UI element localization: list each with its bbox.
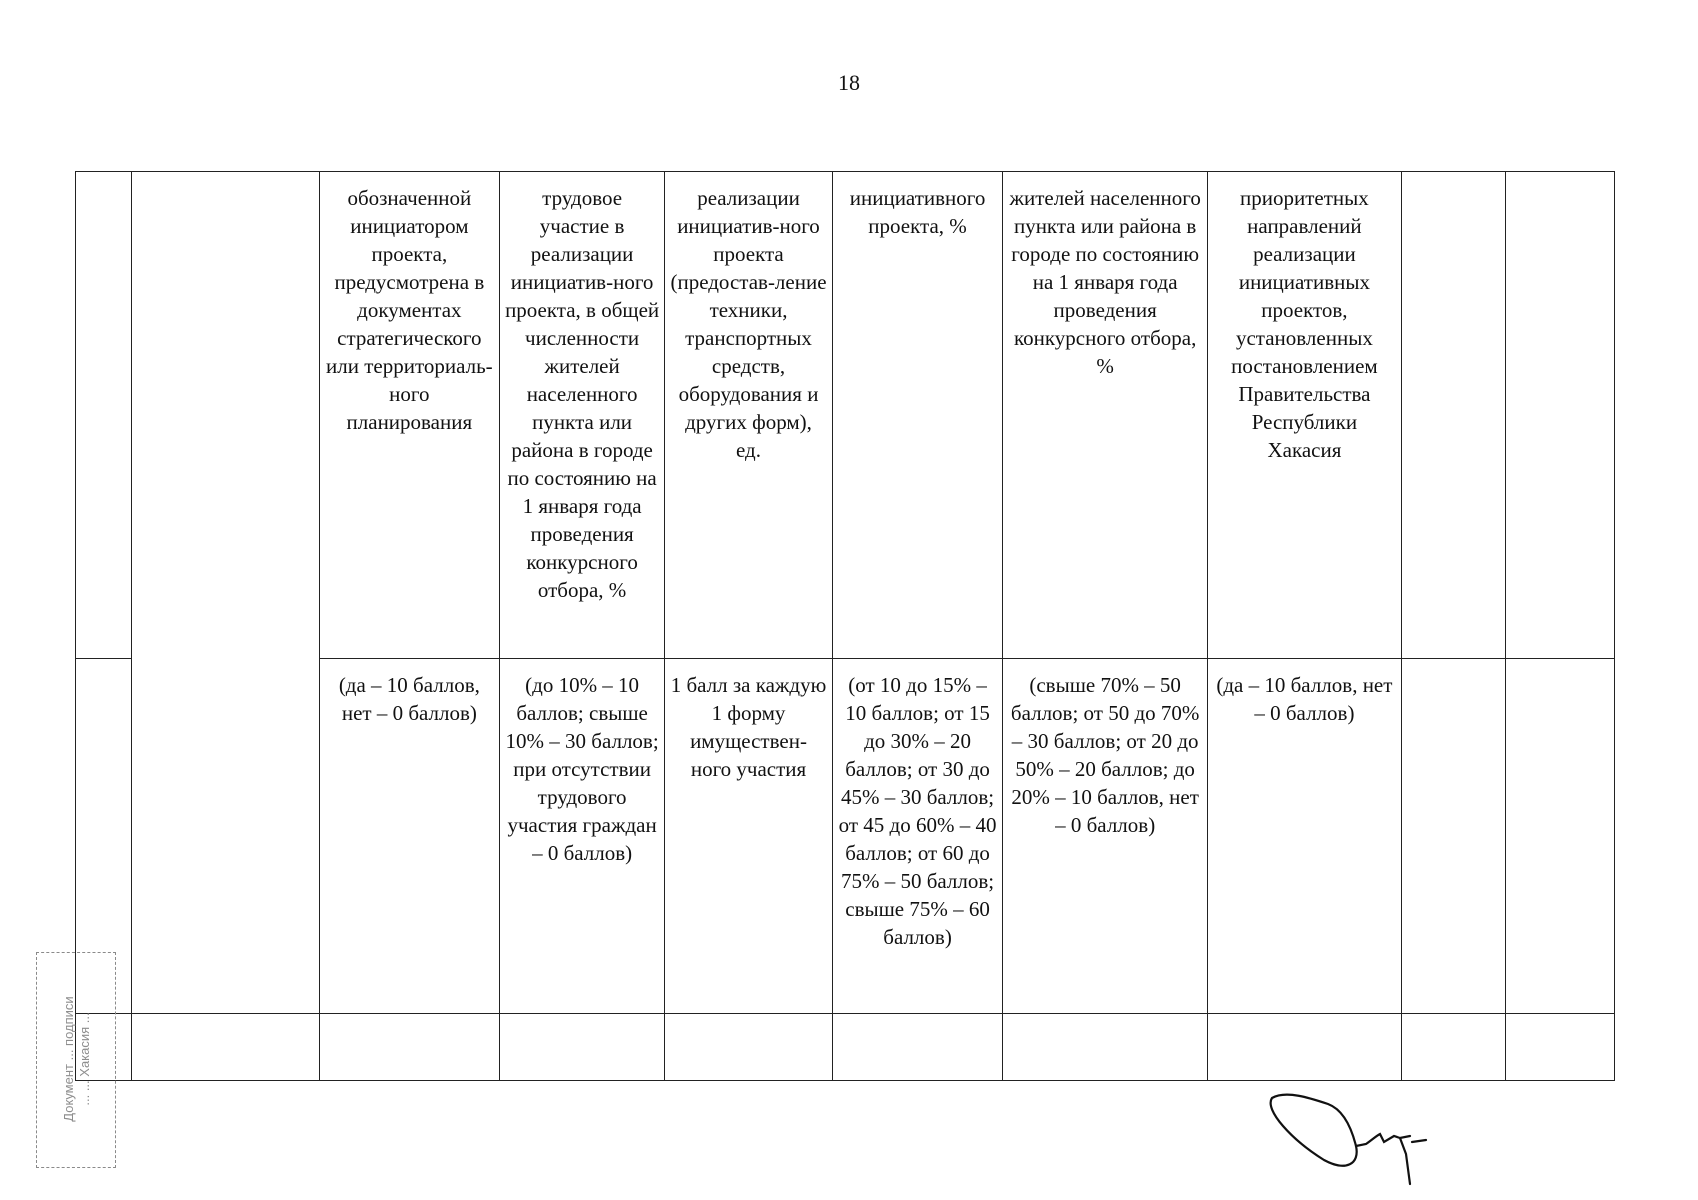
table-cell [1401, 172, 1505, 659]
table-cell: (свыше 70% – 50 баллов; от 50 до 70% – 30 баллов; от 20 до 50% – 20 баллов; до 20% – 10 баллов, нет – 0 баллов) [1003, 659, 1208, 1014]
table-cell: приоритетных направлений реализации инициативных проектов, установленных постановлением Правительства Республики Хакасия [1207, 172, 1401, 659]
table-cell: (до 10% – 10 баллов; свыше 10% – 30 баллов; при отсутствии трудового участия граждан – 0 баллов) [499, 659, 664, 1014]
table-cell [1505, 1014, 1614, 1081]
table-cell [499, 1014, 664, 1081]
criteria-table [75, 171, 1615, 1081]
table-cell [832, 1014, 1003, 1081]
signature-image [1262, 1080, 1462, 1190]
table-cell: (да – 10 баллов, нет – 0 баллов) [319, 659, 499, 1014]
table-cell [132, 172, 320, 1014]
table-cell: реализации инициатив-ного проекта (предостав-ление техники, транспортных средств, оборудования и других форм), ед. [665, 172, 832, 659]
document-stamp [36, 952, 118, 1170]
table-cell [1505, 172, 1614, 659]
table-cell: обозначенной инициатором проекта, предусмотрена в документах стратегического или территориаль-ного планирования [319, 172, 499, 659]
stamp-line: ... ... Хакасия ... [77, 1012, 92, 1106]
table-cell: трудовое участие в реализации инициатив-ного проекта, в общей численности жителей населенного пункта или района в городе по состоянию на 1 января года проведения конкурсного отбора, % [499, 172, 664, 659]
table-row-empty [76, 1014, 1615, 1081]
table-cell [665, 1014, 832, 1081]
table-cell: (да – 10 баллов, нет – 0 баллов) [1207, 659, 1401, 1014]
table-cell: инициативного проекта, % [832, 172, 1003, 659]
table-cell: жителей населенного пункта или района в городе по состоянию на 1 января года проведения конкурсного отбора, % [1003, 172, 1208, 659]
table-row-header [76, 172, 1615, 659]
page-number: 18 [838, 70, 860, 95]
stamp-text [61, 954, 93, 1164]
table-cell [132, 1014, 320, 1081]
table-cell [1003, 1014, 1208, 1081]
table-cell [1505, 659, 1614, 1014]
table-cell [1401, 659, 1505, 1014]
table-cell: (от 10 до 15% – 10 баллов; от 15 до 30% – 20 баллов; от 30 до 45% – 30 баллов; от 45 до 60% – 40 баллов; от 60 до 75% – 50 баллов; свыше 75% – 60 баллов) [832, 659, 1003, 1014]
table-cell [76, 172, 132, 659]
table-cell [1401, 1014, 1505, 1081]
table-cell [319, 1014, 499, 1081]
table-cell [1207, 1014, 1401, 1081]
stamp-line: Документ ... подписи [61, 996, 76, 1122]
table-cell: 1 балл за каждую 1 форму имуществен-ного участия [665, 659, 832, 1014]
